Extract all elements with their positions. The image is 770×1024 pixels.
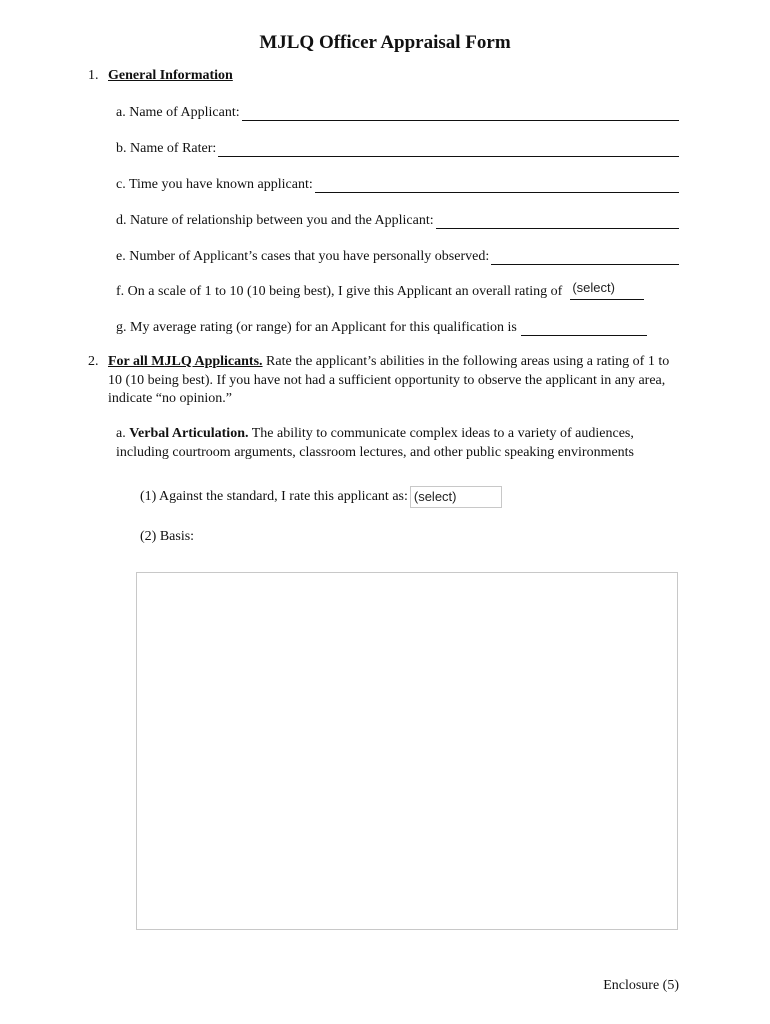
time-known-input[interactable] <box>315 178 679 193</box>
field-cases-observed <box>116 245 679 265</box>
verbal-rating-select[interactable]: (select) <box>410 486 502 508</box>
form-title: MJLQ Officer Appraisal Form <box>259 32 511 53</box>
field-applicant-name <box>116 101 679 121</box>
field-overall-rating <box>116 280 679 300</box>
basis-label: (2) Basis: <box>140 529 195 544</box>
section-2-intro <box>88 353 678 409</box>
applicant-name-label: a. Name of Applicant: <box>116 105 240 120</box>
rater-name-input[interactable] <box>218 142 679 157</box>
section-2-number: 2. <box>88 354 99 369</box>
relationship-input[interactable] <box>436 214 679 229</box>
item-verbal-articulation <box>116 425 676 462</box>
field-average-rating <box>116 316 679 336</box>
overall-rating-label: f. On a scale of 1 to 10 (10 being best), I give this Applicant an overall rating of <box>116 284 563 299</box>
cases-observed-label: e. Number of Applicant’s cases that you have personally observed: <box>116 249 490 264</box>
field-relationship <box>116 209 679 229</box>
overall-rating-select[interactable]: (select) <box>570 281 644 300</box>
item-a-prefix: a. <box>116 426 130 441</box>
applicant-name-input[interactable] <box>242 106 679 121</box>
section-1-number: 1. <box>88 68 99 83</box>
time-known-label: c. Time you have known applicant: <box>116 177 313 192</box>
average-rating-label: g. My average rating (or range) for an Applicant for this qualification is <box>116 320 517 335</box>
section-1-heading <box>88 68 233 84</box>
basis-textarea[interactable] <box>136 572 678 930</box>
verbal-rating-row <box>140 486 502 508</box>
enclosure-label: Enclosure (5) <box>603 978 679 993</box>
verbal-rating-label: (1) Against the standard, I rate this applicant as: <box>140 489 408 504</box>
field-time-known <box>116 173 679 193</box>
section-2-title: For all MJLQ Applicants. <box>108 354 263 369</box>
item-a-description: The ability to communicate complex ideas to a variety of audiences, including courtroom arguments, classroom lectures, and other public speaking environments <box>116 426 635 460</box>
field-rater-name <box>116 137 679 157</box>
relationship-label: d. Nature of relationship between you and the Applicant: <box>116 213 434 228</box>
rater-name-label: b. Name of Rater: <box>116 141 217 156</box>
cases-observed-input[interactable] <box>491 250 679 265</box>
item-a-heading: Verbal Articulation. <box>129 426 249 441</box>
section-1-title: General Information <box>108 68 233 83</box>
average-rating-input[interactable] <box>521 321 647 336</box>
section-2-instructions: Rate the applicant’s abilities in the following areas using a rating of 1 to 10 (10 being best). If you have not had a sufficient opportunity to observe the applicant in any area, indicate “no opinion.” <box>108 354 670 406</box>
